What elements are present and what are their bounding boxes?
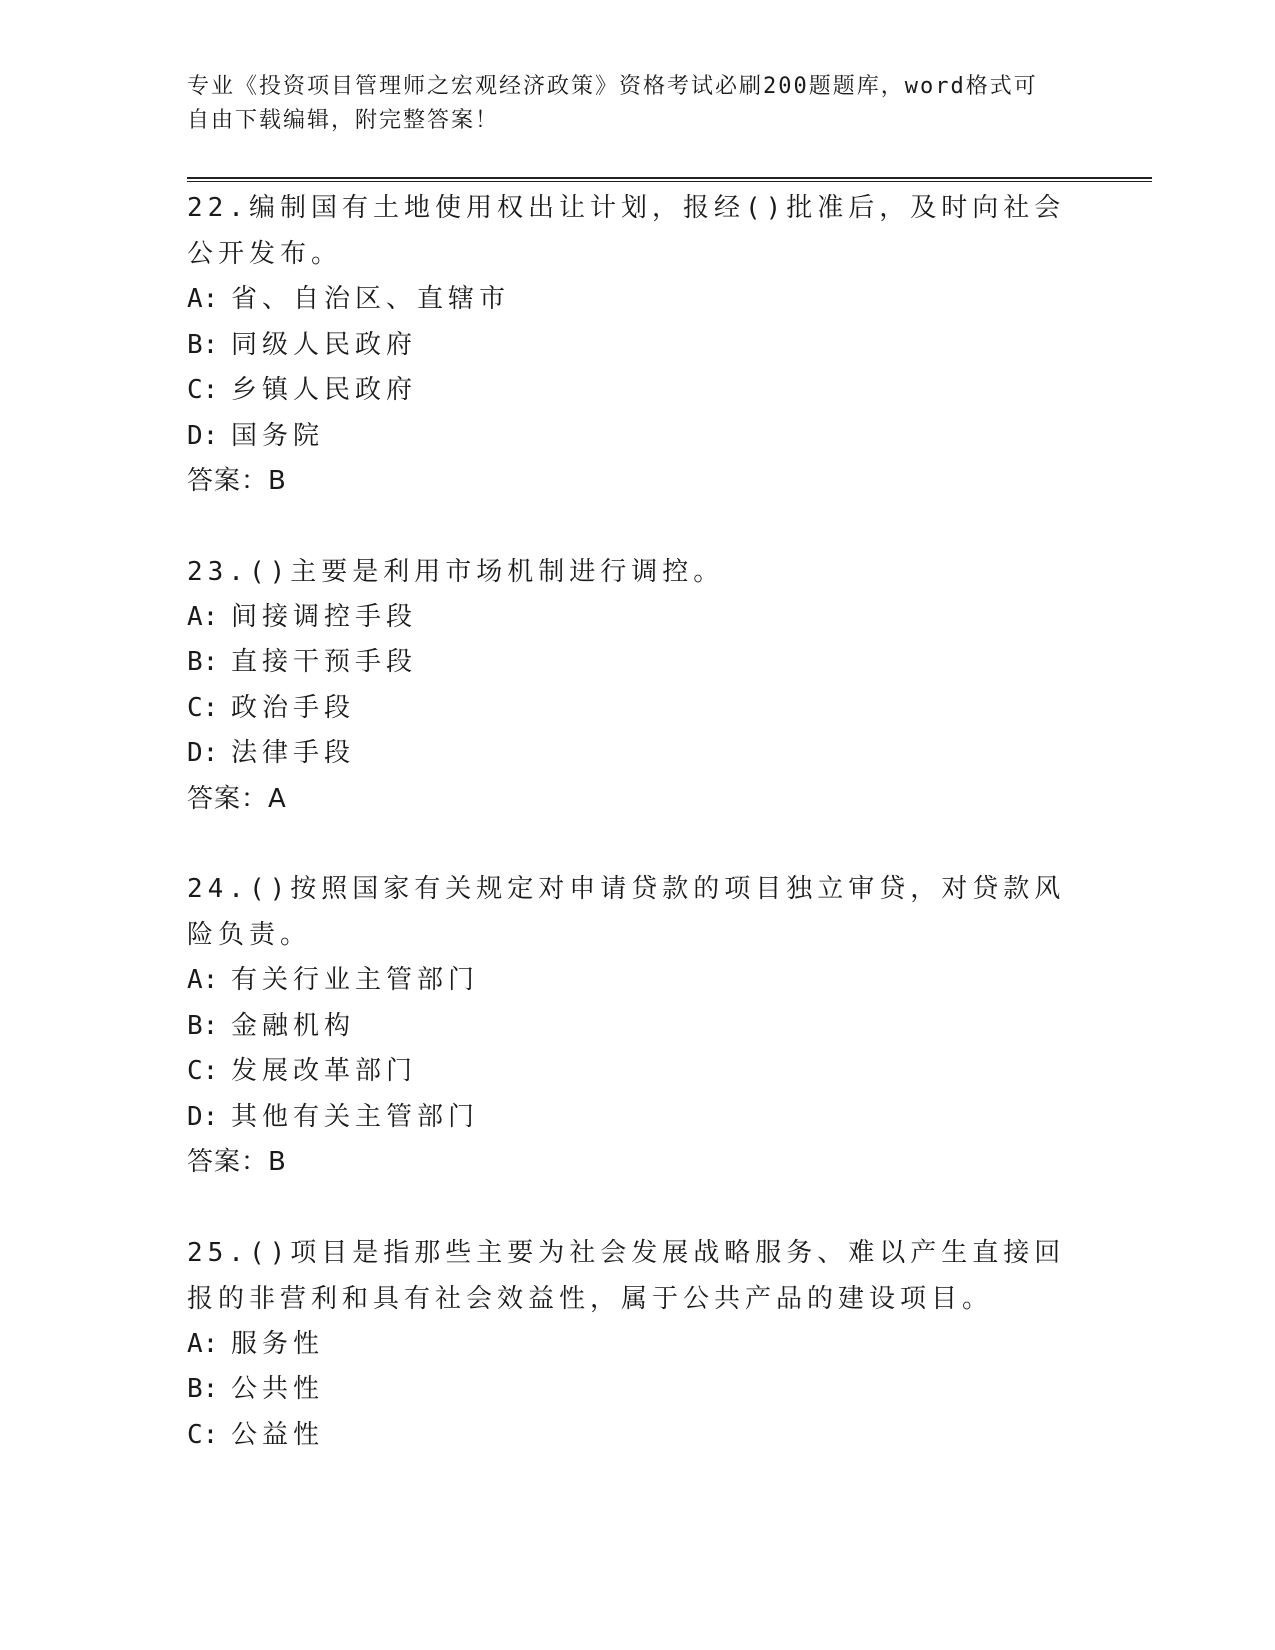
option-letter: C: (187, 1419, 219, 1450)
option-letter: C: (187, 1056, 219, 1086)
option-letter: B: (187, 329, 219, 360)
option-letter: A: (187, 1328, 219, 1359)
question-text: 22.编制国有土地使用权出让计划，报经()批准后，及时向社会公开发布。 (187, 193, 1066, 269)
question-text: 25.()项目是指那些主要为社会发展战略服务、难以产生直接回报的非营利和具有社会效益性，属于公共产品的建设项目。 (187, 1237, 1066, 1314)
header-line-1: 专业《投资项目管理师之宏观经济政策》资格考试必刷200题题库，word格式可 (187, 74, 1038, 99)
option-text: 发展改革部门 (231, 1056, 418, 1086)
option-b (187, 1367, 1087, 1413)
option-text: 金融机构 (231, 1010, 356, 1041)
question-list (187, 185, 1087, 1502)
option-c (187, 368, 1087, 414)
option-text: 服务性 (231, 1328, 325, 1359)
option-c (187, 1413, 1087, 1459)
option-text: 其他有关主管部门 (231, 1101, 480, 1132)
option-letter: B: (187, 647, 219, 677)
option-b (187, 1004, 1087, 1050)
document-header (187, 70, 1087, 138)
option-d (187, 1095, 1087, 1141)
option-letter: D: (187, 420, 219, 451)
option-d (187, 731, 1087, 777)
option-a (187, 277, 1087, 323)
option-text: 省、自治区、直辖市 (231, 284, 511, 314)
option-text: 公益性 (231, 1419, 325, 1450)
option-text: 乡镇人民政府 (231, 375, 418, 405)
option-letter: A: (187, 284, 219, 314)
option-a (187, 958, 1087, 1004)
question-25 (187, 1230, 1087, 1459)
option-letter: C: (187, 375, 219, 405)
header-divider (187, 177, 1152, 182)
question-23 (187, 549, 1087, 823)
option-letter: D: (187, 738, 219, 768)
option-c (187, 1049, 1087, 1095)
option-a (187, 595, 1087, 641)
option-text: 间接调控手段 (231, 601, 418, 632)
option-d (187, 414, 1087, 460)
option-letter: C: (187, 692, 219, 723)
option-b (187, 640, 1087, 686)
option-b (187, 323, 1087, 369)
question-24 (187, 866, 1087, 1186)
option-c (187, 686, 1087, 732)
answer-line: 答案：A (187, 783, 287, 814)
option-text: 公共性 (231, 1374, 325, 1404)
option-letter: B: (187, 1010, 219, 1041)
option-text: 直接干预手段 (231, 647, 418, 677)
answer-line: 答案：B (187, 466, 287, 496)
header-line-2: 自由下载编辑，附完整答案！ (187, 108, 500, 133)
option-text: 政治手段 (231, 692, 356, 723)
option-text: 国务院 (231, 420, 325, 451)
option-letter: D: (187, 1101, 219, 1132)
option-letter: A: (187, 601, 219, 632)
option-a (187, 1322, 1087, 1368)
option-letter: B: (187, 1374, 219, 1404)
question-22 (187, 185, 1087, 505)
question-text: 23.()主要是利用市场机制进行调控。 (187, 556, 725, 587)
question-text: 24.()按照国家有关规定对申请贷款的项目独立审贷，对贷款风险负责。 (187, 874, 1066, 950)
option-text: 有关行业主管部门 (231, 965, 480, 995)
option-text: 同级人民政府 (231, 329, 418, 360)
answer-line: 答案：B (187, 1147, 287, 1177)
option-letter: A: (187, 965, 219, 995)
option-text: 法律手段 (231, 738, 356, 768)
